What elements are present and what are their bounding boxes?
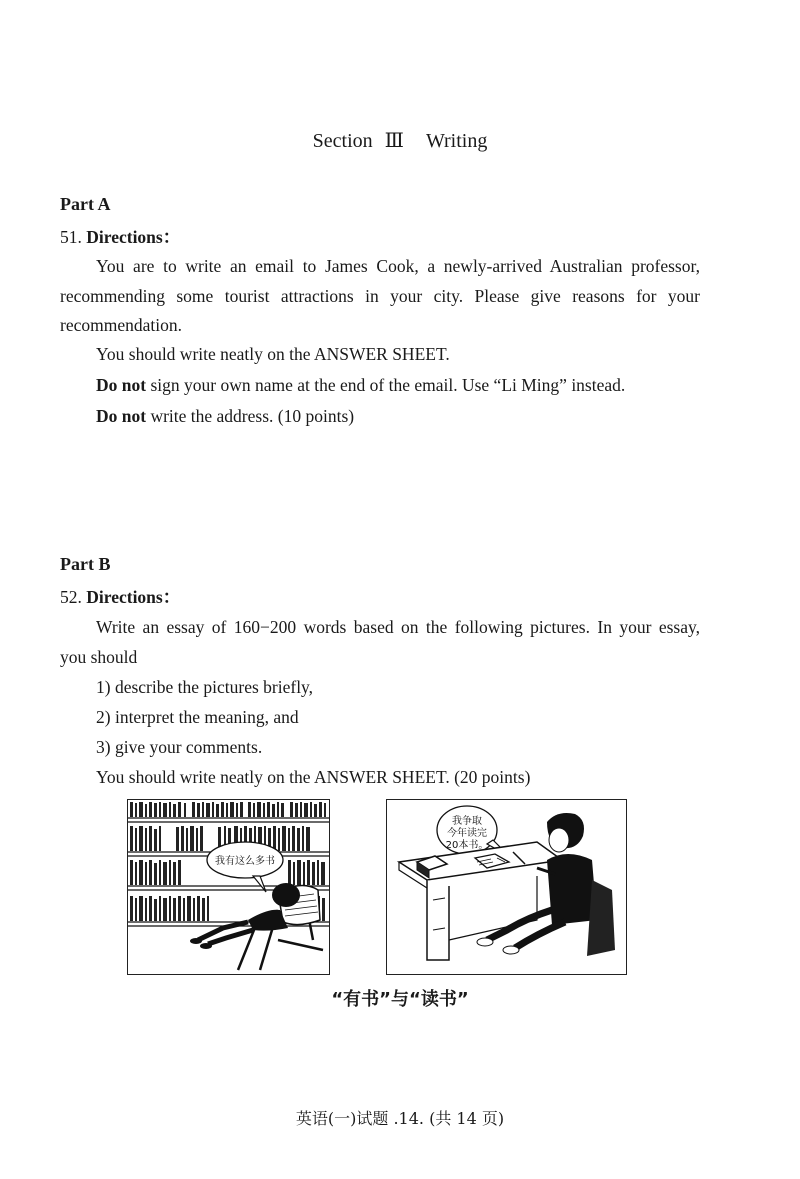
do-not-bold: Do not bbox=[96, 375, 147, 395]
right-bubble-line-3: 20本书。 bbox=[445, 840, 489, 851]
question-number: 52. bbox=[60, 587, 82, 607]
bookshelf-illustration bbox=[128, 800, 329, 974]
directions-label: Directions bbox=[86, 227, 163, 247]
section-name: Writing bbox=[425, 130, 488, 152]
directions-colon: ： bbox=[162, 587, 181, 607]
part-a-heading: Part A bbox=[60, 194, 111, 214]
question-number: 51. bbox=[60, 227, 82, 247]
part-b-item-1: 1) describe the pictures briefly, bbox=[96, 677, 314, 697]
part-b-heading: Part B bbox=[60, 554, 111, 574]
directions-label: Directions bbox=[86, 587, 163, 607]
section-numeral: Ⅲ bbox=[384, 130, 404, 152]
page-footer: 英语(一)试题 .14. (共 14 页) bbox=[295, 1109, 505, 1128]
do-not-bold: Do not bbox=[96, 406, 147, 426]
right-bubble-line-2: 今年读完 bbox=[447, 828, 487, 839]
part-b-line-1: Write an essay of 160−200 words based on the following pictures. In your essay, bbox=[96, 617, 700, 637]
part-a-line-6-rest: write the address. (10 points) bbox=[146, 406, 355, 426]
part-a-line-5-rest: sign your own name at the end of the email. Use “Li Ming” instead. bbox=[146, 375, 626, 395]
left-cartoon-picture bbox=[127, 799, 330, 975]
section-label: Section bbox=[312, 130, 373, 152]
section-title bbox=[0, 128, 800, 153]
question-52-header bbox=[60, 584, 180, 609]
part-a-line-3: recommendation. bbox=[60, 315, 182, 335]
part-a-line-1: You are to write an email to James Cook, a newly-arrived Australian professor, bbox=[96, 256, 700, 276]
directions-colon: ： bbox=[162, 227, 181, 247]
question-51-header bbox=[60, 224, 180, 249]
part-b-item-2: 2) interpret the meaning, and bbox=[96, 707, 299, 727]
part-b-line-2: you should bbox=[60, 647, 138, 667]
desk-reading-illustration bbox=[387, 800, 626, 974]
part-a-line-4: You should write neatly on the ANSWER SHEET. bbox=[96, 344, 450, 364]
part-a-line-2: recommending some tourist attractions in your city. Please give reasons for your bbox=[60, 286, 700, 306]
right-cartoon-picture bbox=[386, 799, 627, 975]
part-a-line-5 bbox=[96, 370, 625, 400]
part-b-item-3: 3) give your comments. bbox=[96, 737, 263, 757]
part-b-line-3: You should write neatly on the ANSWER SHEET. (20 points) bbox=[96, 767, 531, 787]
pictures-caption: “有书”与“读书” bbox=[331, 989, 469, 1010]
part-a-line-6 bbox=[96, 401, 354, 431]
left-bubble-text: 我有这么多书 bbox=[215, 856, 275, 867]
right-bubble-line-1: 我争取 bbox=[452, 816, 482, 827]
